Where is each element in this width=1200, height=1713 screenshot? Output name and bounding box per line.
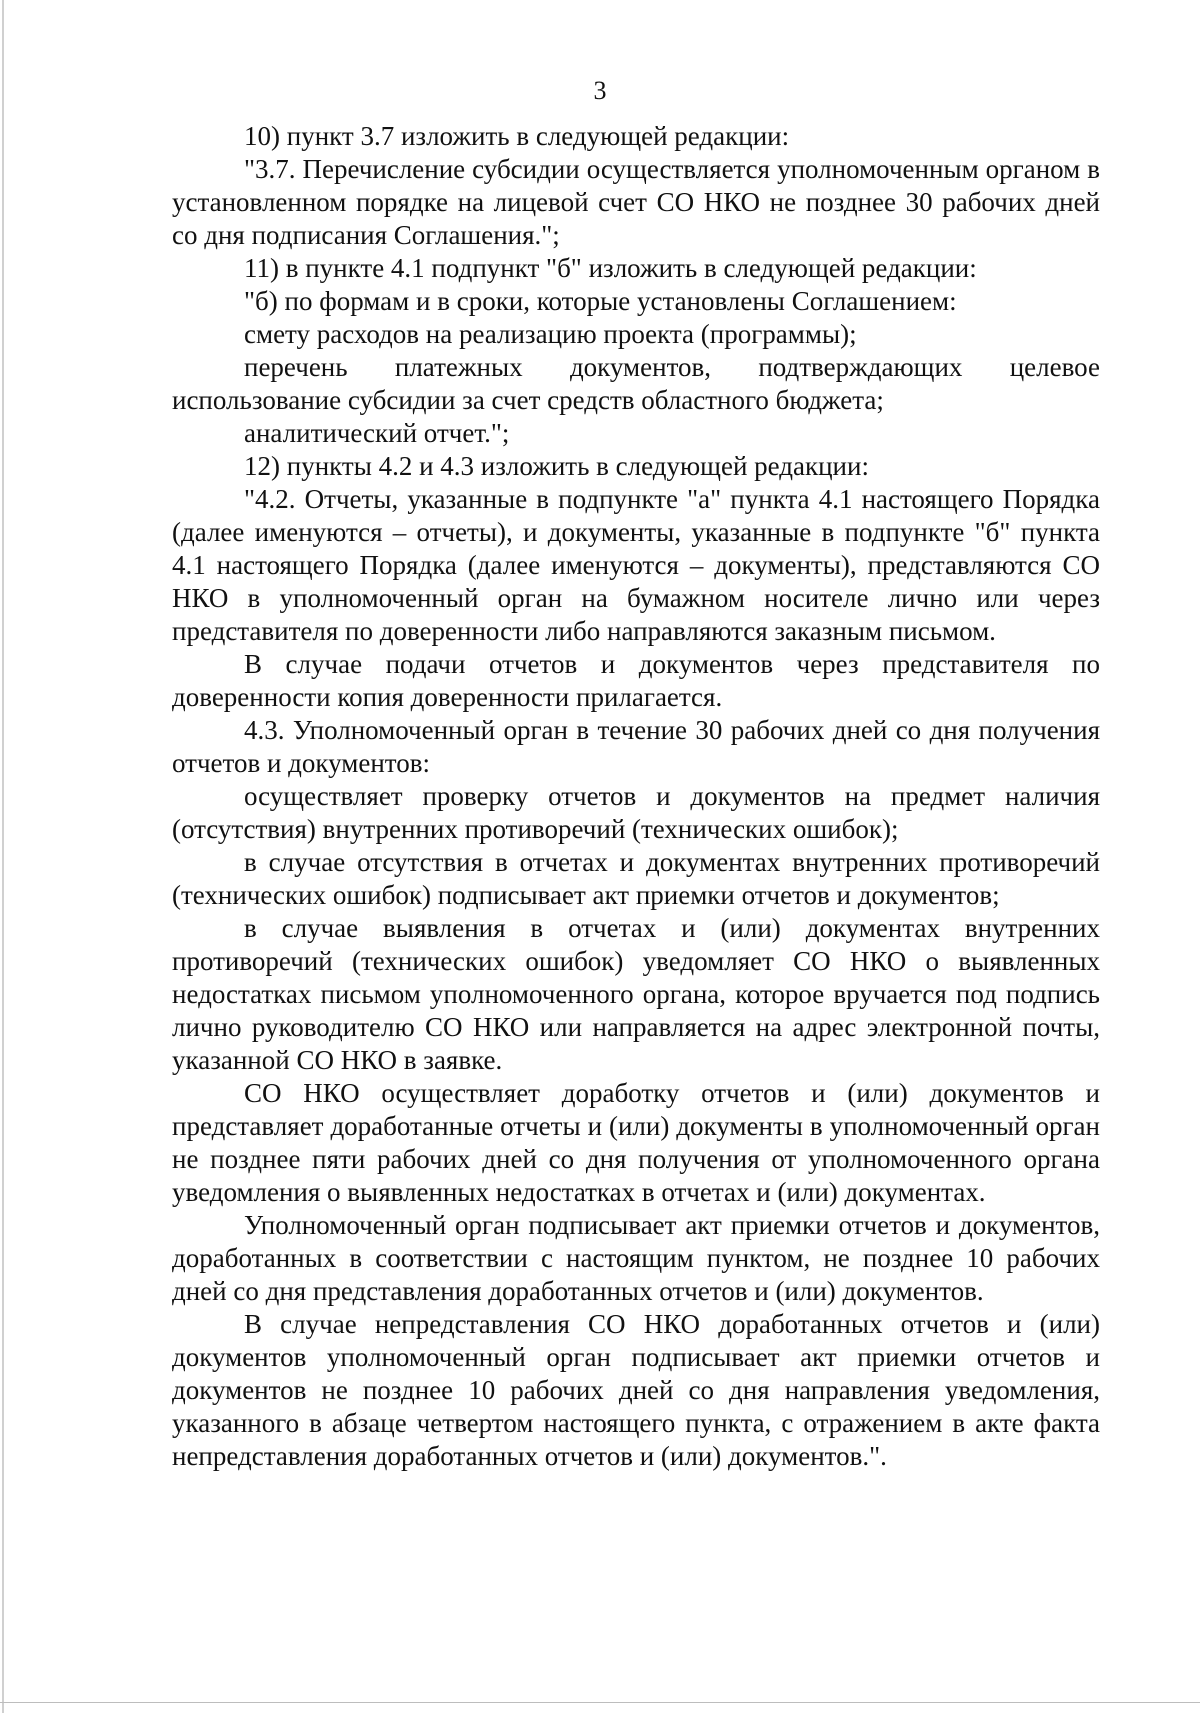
paragraph-analytic-report: аналитический отчет."; bbox=[244, 418, 510, 448]
document-body bbox=[172, 120, 1100, 1473]
paragraph-check: осуществляет проверку отчетов и документов на предмет наличия (отсутствия) внутренних противоречий (технических ошибок); bbox=[172, 781, 1100, 844]
paragraph-cost-estimate: смету расходов на реализацию проекта (программы); bbox=[244, 319, 857, 349]
paragraph-4-2: "4.2. Отчеты, указанные в подпункте "а" пункта 4.1 настоящего Порядка (далее именуются – отчеты), и документы, указанные в подпункте "б" пункта 4.1 настоящего Порядка (далее именуются – документы), представляются СО НКО в уполномоченный орган на бумажном носителе лично или через представителя по доверенности либо направляются заказным письмом. bbox=[172, 484, 1100, 646]
paragraph-errors-found: в случае выявления в отчетах и (или) документах внутренних противоречий (технических ошибок) уведомляет СО НКО о выявленных недостатках письмом уполномоченного органа, которое вручается под подпись лично руководителю СО НКО или направляется на адрес электронной почты, указанной СО НКО в заявке. bbox=[172, 913, 1100, 1075]
paragraph-item-10: 10) пункт 3.7 изложить в следующей редакции: bbox=[244, 121, 790, 151]
paragraph-subitem-b: "б) по формам и в сроки, которые установлены Соглашением: bbox=[244, 286, 957, 316]
paragraph-acceptance: Уполномоченный орган подписывает акт приемки отчетов и документов, доработанных в соответствии с настоящим пунктом, не позднее 10 рабочих дней со дня представления доработанных отчетов и (или) документов. bbox=[172, 1210, 1100, 1306]
paragraph-no-errors: в случае отсутствия в отчетах и документах внутренних противоречий (технических ошибок) подписывает акт приемки отчетов и документов; bbox=[172, 847, 1100, 910]
scan-edge-left bbox=[2, 0, 4, 1713]
paragraph-rework: СО НКО осуществляет доработку отчетов и (или) документов и представляет доработанные отчеты и (или) документы в уполномоченный орган не позднее пяти рабочих дней со дня получения от уполномоченного органа уведомления о выявленных недостатках в отчетах и (или) документах. bbox=[172, 1078, 1100, 1207]
paragraph-3-7: "3.7. Перечисление субсидии осуществляется уполномоченным органом в установленном порядке на лицевой счет СО НКО не позднее 30 рабочих дней со дня подписания Соглашения."; bbox=[172, 154, 1100, 250]
paragraph-non-submission: В случае непредставления СО НКО доработанных отчетов и (или) документов уполномоченный орган подписывает акт приемки отчетов и документов не позднее 10 рабочих дней со дня направления уведомления, указанного в абзаце четвертом настоящего пункта, с отражением в акте факта непредставления доработанных отчетов и (или) документов.". bbox=[172, 1309, 1100, 1471]
paragraph-item-12: 12) пункты 4.2 и 4.3 изложить в следующей редакции: bbox=[244, 451, 869, 481]
scan-edge-bottom bbox=[0, 1702, 1200, 1703]
page-number: 3 bbox=[593, 76, 607, 105]
paragraph-item-11: 11) в пункте 4.1 подпункт "б" изложить в следующей редакции: bbox=[244, 253, 977, 283]
paragraph-proxy: В случае подачи отчетов и документов через представителя по доверенности копия доверенности прилагается. bbox=[172, 649, 1100, 712]
paragraph-payment-documents: перечень платежных документов, подтверждающих целевое использование субсидии за счет средств областного бюджета; bbox=[172, 352, 1100, 415]
paragraph-4-3: 4.3. Уполномоченный орган в течение 30 рабочих дней со дня получения отчетов и документов: bbox=[172, 715, 1100, 778]
